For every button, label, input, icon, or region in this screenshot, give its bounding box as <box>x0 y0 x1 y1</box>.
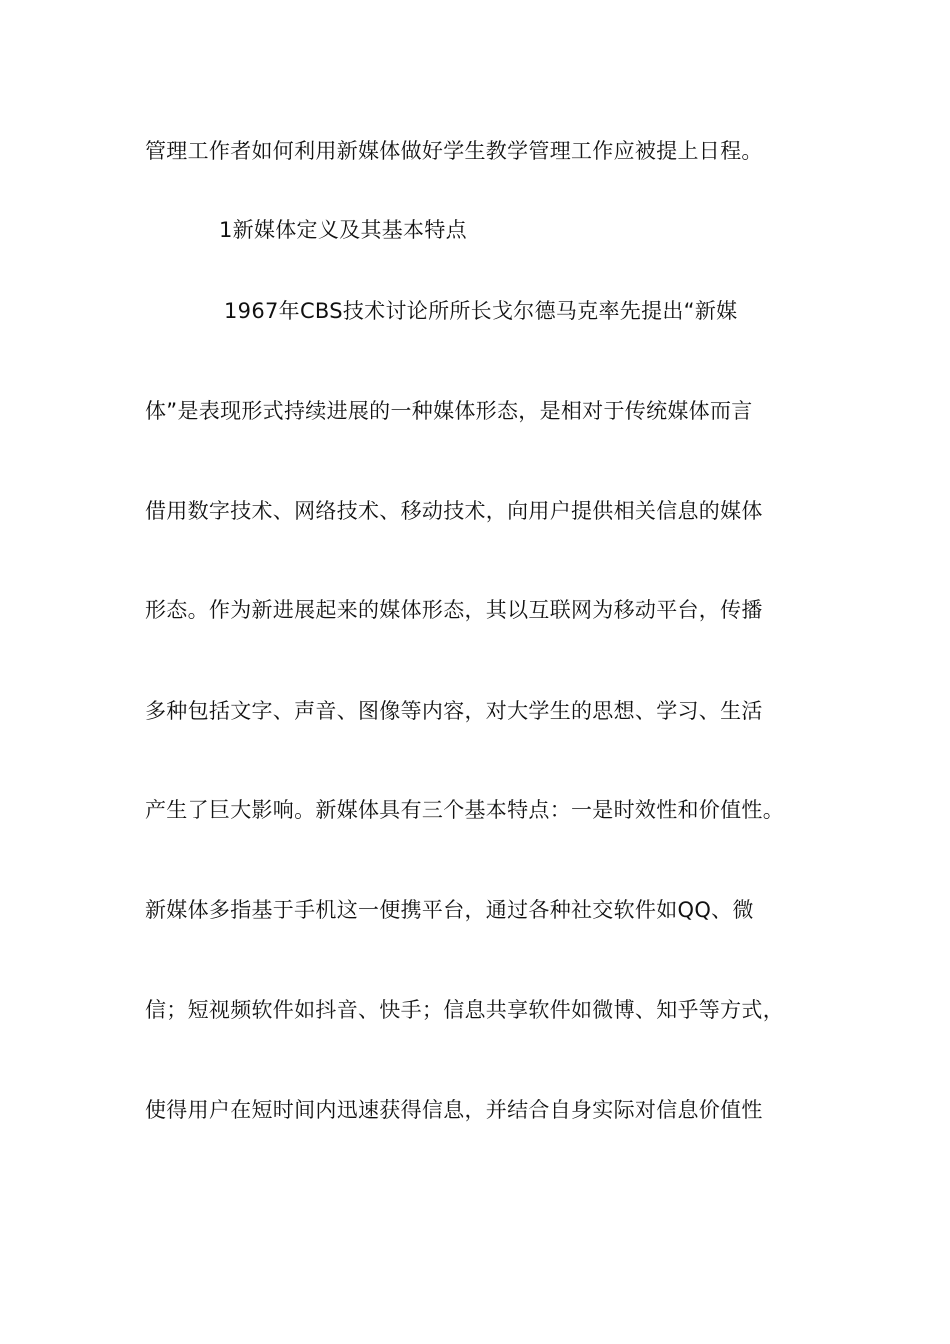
body-text-line: 产生了巨大影响。新媒体具有三个基本特点：一是时效性和价值性。 <box>145 798 784 822</box>
body-text-line: 形态。作为新进展起来的媒体形态，其以互联网为移动平台，传播 <box>145 598 763 622</box>
body-text-line: 使得用户在短时间内迅速获得信息，并结合自身实际对信息价值性 <box>145 1098 763 1122</box>
body-text-line: 管理工作者如何利用新媒体做好学生教学管理工作应被提上日程。 <box>145 139 763 163</box>
section-heading: 1新媒体定义及其基本特点 <box>219 218 467 242</box>
body-text-line: 多种包括文字、声音、图像等内容，对大学生的思想、学习、生活 <box>145 699 763 723</box>
body-text-line: 信；短视频软件如抖音、快手；信息共享软件如微博、知乎等方式， <box>145 998 784 1022</box>
body-text-line: 借用数字技术、网络技术、移动技术，向用户提供相关信息的媒体 <box>145 499 763 523</box>
body-text-line: 体”是表现形式持续进展的一种媒体形态，是相对于传统媒体而言 <box>145 399 753 423</box>
body-text-line: 1967年CBS技术讨论所所长戈尔德马克率先提出“新媒 <box>224 299 738 323</box>
body-text-line: 新媒体多指基于手机这一便携平台，通过各种社交软件如QQ、微 <box>145 898 754 922</box>
